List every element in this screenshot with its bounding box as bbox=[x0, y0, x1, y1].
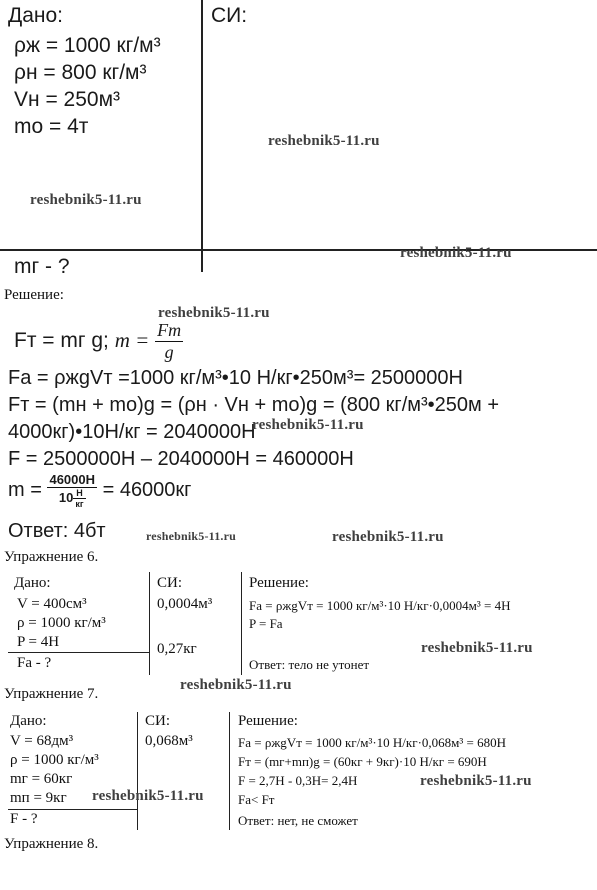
given-si-divider bbox=[201, 0, 203, 272]
solution-mass-formula: m = 46000Н 10 $\frac{Н}{кг}$ = 46000кг bbox=[8, 472, 192, 509]
watermark: reshebnik5-11.ru bbox=[158, 305, 270, 321]
watermark: reshebnik5-11.ru bbox=[400, 245, 512, 261]
given-mass: mо = 4т bbox=[14, 115, 89, 138]
watermark: reshebnik5-11.ru bbox=[268, 133, 380, 149]
ex7-find-line bbox=[8, 809, 137, 810]
exercise-6-title: Упражнение 6. bbox=[4, 549, 99, 565]
ex7-given-mass-man: mг = 60кг bbox=[10, 771, 73, 787]
ex7-solution-gravity: Fт = (mг+mп)g = (60кг + 9кг)·10 Н/кг = 690Н bbox=[238, 754, 487, 769]
ex7-given-mass-float: mп = 9кг bbox=[10, 790, 67, 806]
watermark: reshebnik5-11.ru bbox=[180, 677, 292, 693]
ex7-find: F - ? bbox=[10, 811, 38, 827]
ex7-given-label: Дано: bbox=[10, 713, 47, 729]
watermark: reshebnik5-11.ru bbox=[30, 192, 142, 208]
formula-mass-fraction: $\frac{Fт}{g}$ bbox=[157, 320, 182, 362]
watermark: reshebnik5-11.ru bbox=[252, 417, 364, 433]
ex7-solution-label: Решение: bbox=[238, 713, 298, 729]
ex6-given-volume: V = 400см³ bbox=[17, 596, 87, 612]
ex6-answer: Ответ: тело не утонет bbox=[249, 657, 370, 672]
watermark: reshebnik5-11.ru bbox=[421, 640, 533, 656]
watermark: reshebnik5-11.ru bbox=[146, 529, 236, 543]
given-rho-body: ρн = 800 кг/м³ bbox=[14, 61, 147, 84]
ex7-solution-compare: Fа< Fт bbox=[238, 792, 275, 807]
ex7-solution-archimedes: Fа = ρжgVт = 1000 кг/м³·10 Н/кг·0,068м³ = 680Н bbox=[238, 735, 506, 750]
ex6-solution-archimedes: Fа = ρжgVт = 1000 кг/м³·10 Н/кг·0,0004м³ = 4Н bbox=[249, 598, 511, 613]
watermark: reshebnik5-11.ru bbox=[332, 529, 444, 545]
watermark: reshebnik5-11.ru bbox=[92, 788, 204, 804]
ex6-divider-1 bbox=[149, 572, 150, 675]
formula-mass-lhs: m = bbox=[114, 328, 150, 353]
solution-line-gravity-cont: 4000кг)•10Н/кг = 2040000Н bbox=[8, 421, 256, 443]
given-volume: Vн = 250м³ bbox=[14, 88, 121, 111]
ex6-given-density: ρ = 1000 кг/м³ bbox=[17, 615, 106, 631]
ex6-given-label: Дано: bbox=[14, 575, 51, 591]
ex6-si-volume: 0,0004м³ bbox=[157, 596, 213, 612]
solution-label: Решение: bbox=[4, 287, 64, 303]
exercise-8-title: Упражнение 8. bbox=[4, 836, 99, 852]
ex6-si-label: СИ: bbox=[157, 575, 183, 591]
answer-5: Ответ: 4бт bbox=[8, 520, 106, 542]
ex6-solution-label: Решение: bbox=[249, 575, 309, 591]
ex6-find: Fа - ? bbox=[17, 655, 52, 671]
watermark: reshebnik5-11.ru bbox=[420, 773, 532, 789]
ex6-solution-equality: P = Fа bbox=[249, 616, 283, 631]
given-label: Дано: bbox=[8, 4, 64, 27]
ex7-si-label: СИ: bbox=[145, 713, 171, 729]
ex6-given-weight: P = 4Н bbox=[17, 634, 60, 650]
ex6-divider-2 bbox=[241, 572, 242, 675]
ex7-si-volume: 0,068м³ bbox=[145, 733, 193, 749]
ex7-given-density: ρ = 1000 кг/м³ bbox=[10, 752, 99, 768]
formula-weight bbox=[14, 320, 183, 363]
solution-line-difference: F = 2500000Н – 2040000Н = 460000Н bbox=[8, 448, 354, 470]
ex6-find-line bbox=[8, 652, 149, 653]
ex7-answer: Ответ: нет, не сможет bbox=[238, 813, 358, 828]
solution-line-gravity: Fт = (mн + mо)g = (ρн · Vн + mо)g = (800 кг/м³•250м + bbox=[8, 394, 500, 416]
ex7-divider-1 bbox=[137, 712, 138, 830]
ex6-si-mass: 0,27кг bbox=[157, 641, 197, 657]
ex7-given-volume: V = 68дм³ bbox=[10, 733, 74, 749]
si-label: СИ: bbox=[211, 4, 248, 27]
exercise-7-title: Упражнение 7. bbox=[4, 686, 99, 702]
ex7-solution-difference: F = 2,7Н - 0,3Н= 2,4Н bbox=[238, 773, 358, 788]
find-cargo-mass: mг - ? bbox=[14, 255, 70, 278]
mass-fraction: 46000Н 10 $\frac{Н}{кг}$ bbox=[49, 472, 96, 509]
solution-line-archimedes: Fа = ρжgVт =1000 кг/м³•10 Н/кг•250м³= 2500000Н bbox=[8, 367, 463, 389]
formula-weight-left: Fт = mг g; bbox=[14, 329, 109, 353]
given-rho-liquid: ρж = 1000 кг/м³ bbox=[14, 34, 161, 57]
ex7-divider-2 bbox=[229, 712, 230, 830]
